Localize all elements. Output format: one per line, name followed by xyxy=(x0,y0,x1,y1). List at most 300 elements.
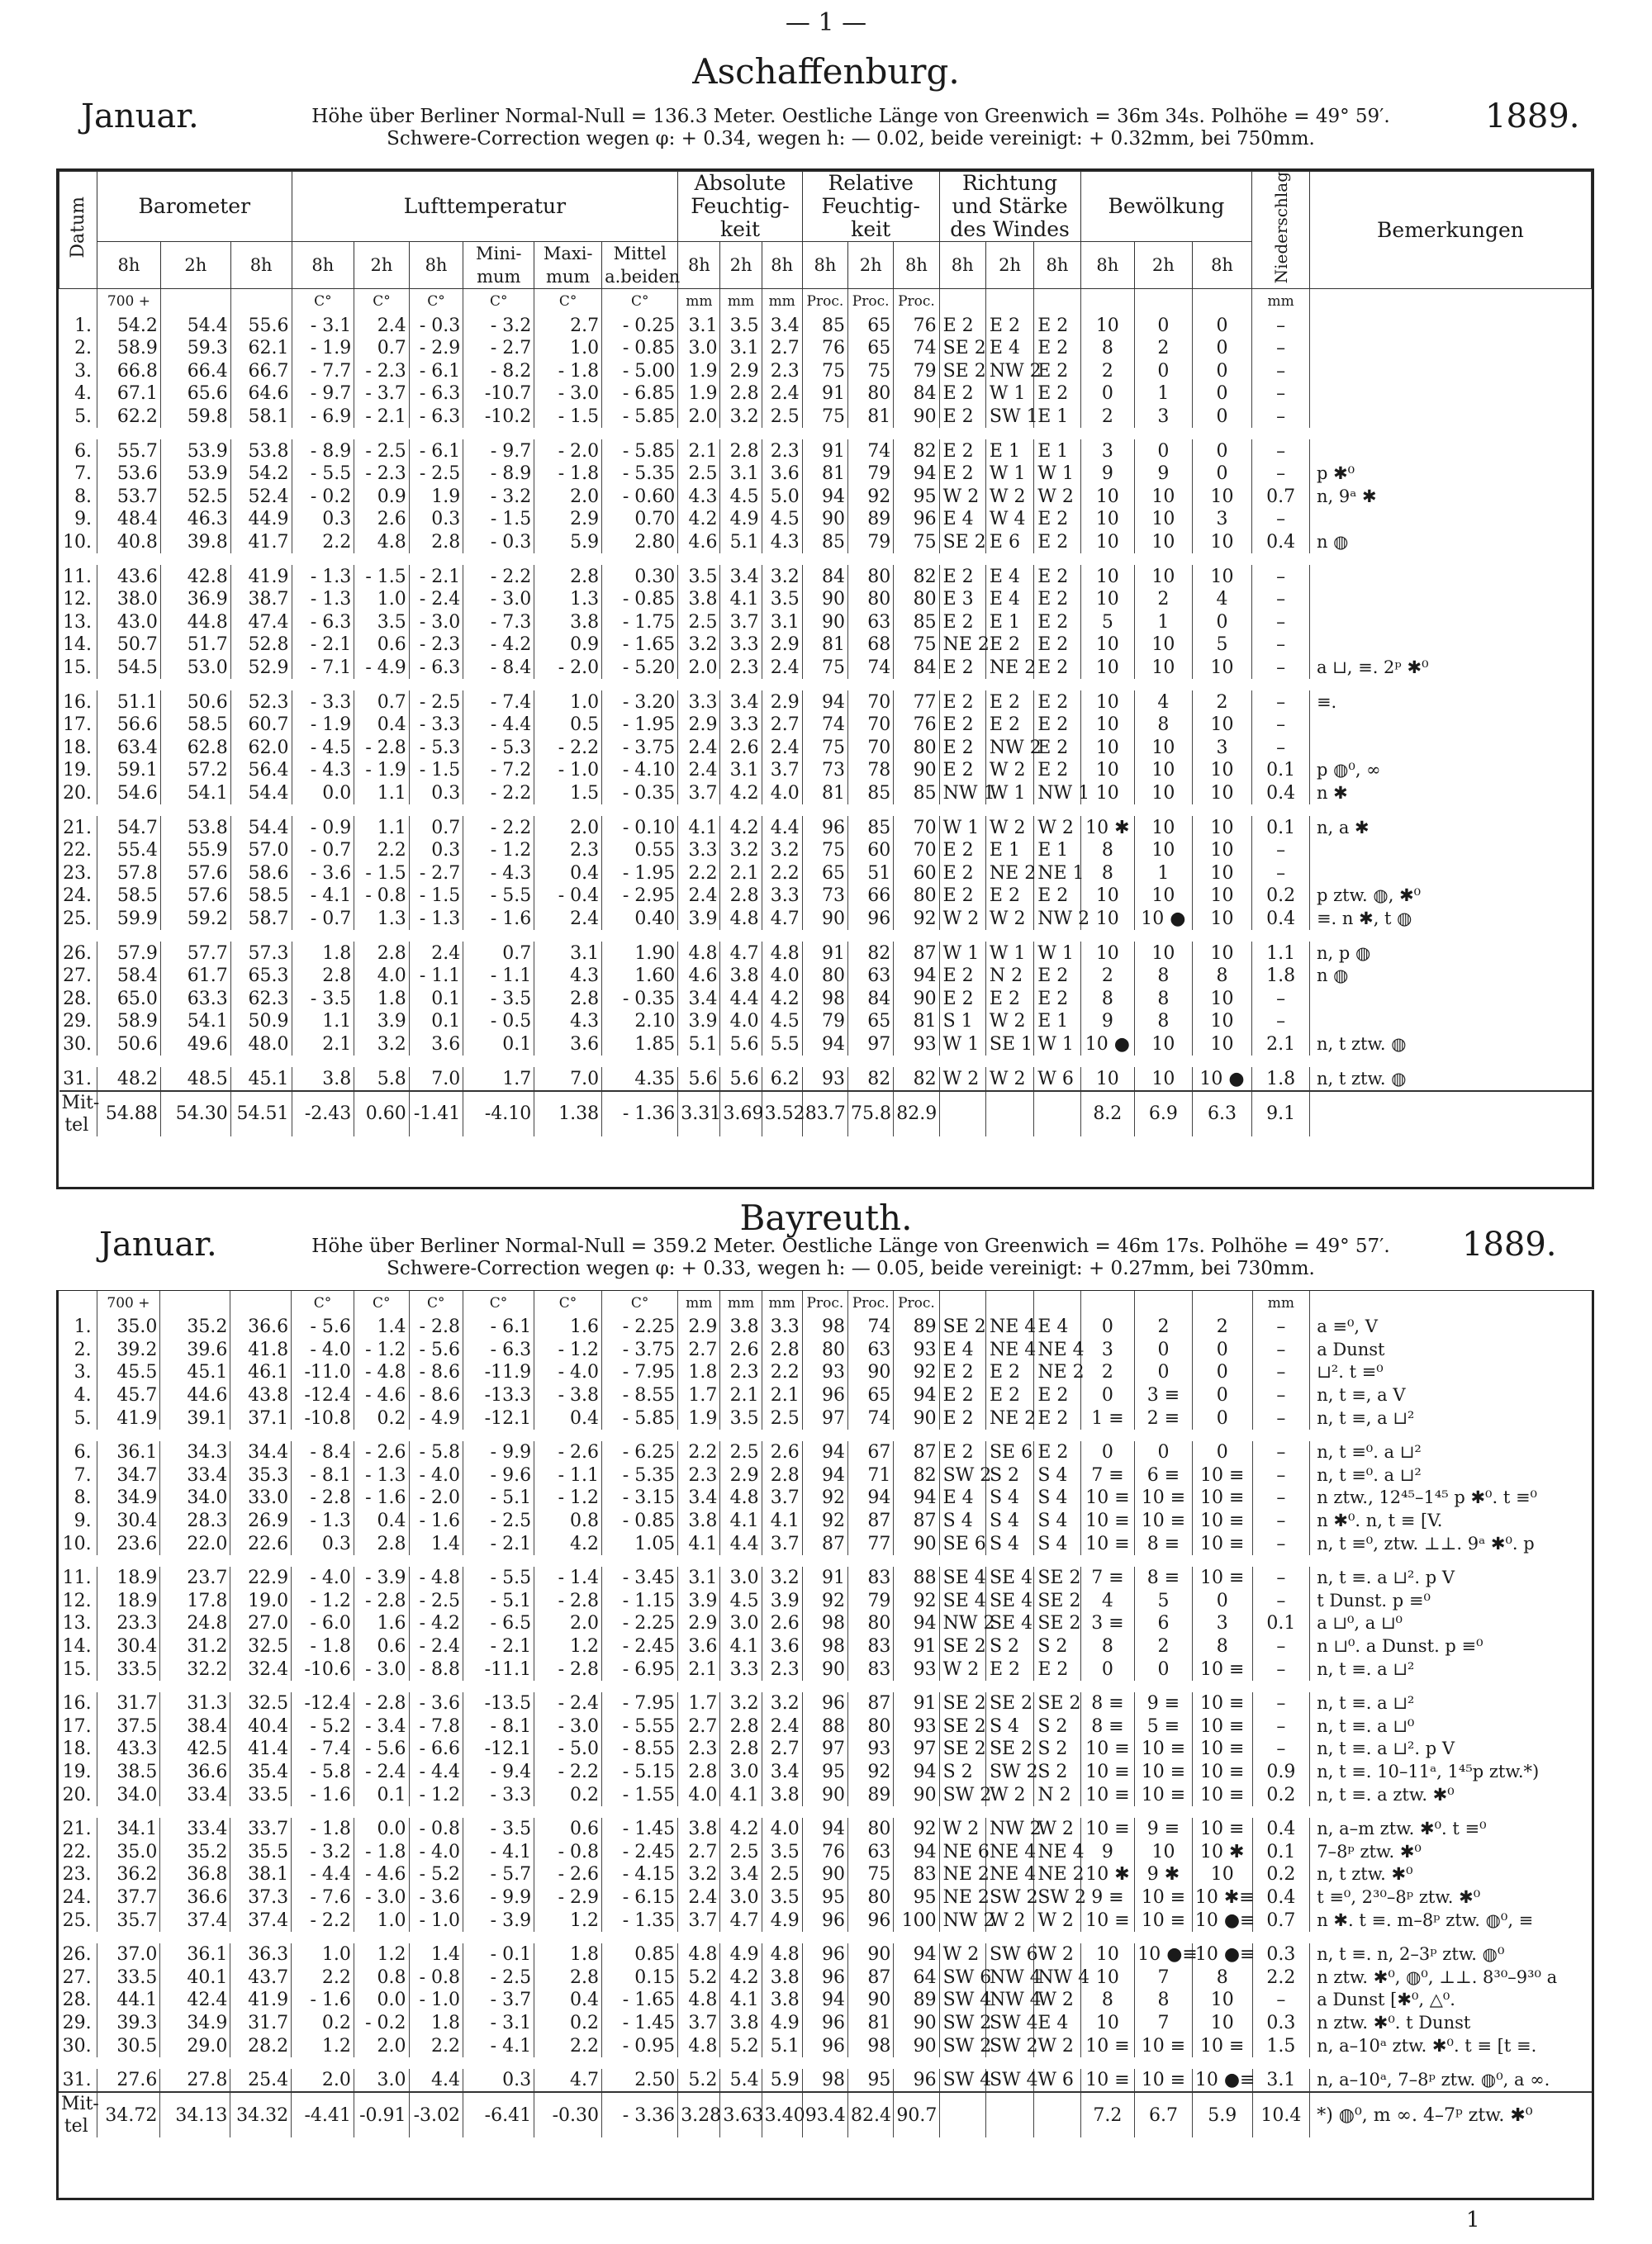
table-cell: - 4.4 xyxy=(292,1863,354,1886)
table-cell: 36.6 xyxy=(230,1316,292,1339)
table-cell: E 2 xyxy=(985,633,1033,657)
table-cell: 3.9 xyxy=(354,1010,410,1033)
table-row xyxy=(59,1761,1592,1784)
table-cell: – xyxy=(1252,1658,1310,1681)
table-cell: 4.1 xyxy=(720,1989,762,2012)
group-spacer-cell xyxy=(59,1681,1592,1692)
table-cell: NW 2 xyxy=(985,360,1033,383)
table-cell: - 4.8 xyxy=(409,1567,463,1590)
table-row xyxy=(59,2012,1592,2035)
table-cell: 1.9 xyxy=(678,382,720,406)
table-cell: - 1.45 xyxy=(602,1818,678,1841)
table-cell: - 8.9 xyxy=(292,439,354,463)
table-cell: 2.1 xyxy=(1252,1033,1310,1056)
table-cell: 87 xyxy=(802,1532,847,1555)
table-cell: 4.0 xyxy=(678,1783,720,1806)
table-cell: W 2 xyxy=(985,1067,1033,1091)
table-cell: 3.1 xyxy=(534,942,602,965)
table-cell: - 8.4 xyxy=(463,657,534,680)
table-cell: 79 xyxy=(848,463,894,486)
table-cell: - 2.3 xyxy=(354,463,410,486)
table-cell: 10 xyxy=(1135,737,1193,760)
table-cell: SE 2 xyxy=(939,1635,985,1658)
table-cell: 81 xyxy=(894,1010,939,1033)
mittel-cell: - 3.36 xyxy=(602,2092,678,2137)
table-cell: 9 xyxy=(1080,1840,1135,1863)
table-cell: - 2.1 xyxy=(292,633,354,657)
table-cell: E 2 xyxy=(1034,885,1080,908)
table-cell: - 7.3 xyxy=(463,611,534,634)
table-cell: - 9.7 xyxy=(463,439,534,463)
day-cell: 6. xyxy=(74,1442,92,1464)
table-cell: - 3.9 xyxy=(354,1567,409,1590)
table-cell: 74 xyxy=(802,714,847,737)
table-cell: 8 xyxy=(1135,965,1193,988)
table-cell: – xyxy=(1252,588,1310,611)
table-cell: SE 2 xyxy=(985,1692,1033,1715)
table-row xyxy=(59,1384,1592,1407)
table-cell: 3.8 xyxy=(762,1989,802,2012)
table-cell: - 1.2 xyxy=(409,1783,463,1806)
table-cell: -10.6 xyxy=(292,1658,354,1681)
table-cell: - 4.0 xyxy=(409,1840,463,1863)
remark-cell: n ◍ xyxy=(1309,531,1591,554)
table-cell: NE 4 xyxy=(985,1863,1033,1886)
mittel-cell xyxy=(1034,2092,1080,2137)
table-cell: 8 xyxy=(1192,965,1252,988)
table-cell: 10 ≡ xyxy=(1080,2034,1135,2057)
table-cell: 75 xyxy=(802,406,847,429)
table-cell: - 5.3 xyxy=(463,737,534,760)
table-cell: 2.5 xyxy=(762,1863,802,1886)
table-cell: 4.8 xyxy=(354,531,410,554)
table-cell: 35.5 xyxy=(230,1840,292,1863)
table-cell: 80 xyxy=(848,1612,894,1635)
table-row xyxy=(59,1010,1592,1033)
table-cell: - 1.4 xyxy=(534,1567,602,1590)
unit-cell xyxy=(1080,289,1135,315)
remark-cell xyxy=(1309,565,1591,588)
table-cell: 2 xyxy=(1135,1635,1193,1658)
table-row xyxy=(59,2034,1592,2057)
table-cell: 10 xyxy=(1192,885,1252,908)
table-cell: NW 2 xyxy=(985,737,1033,760)
meta-line-1: Höhe über Berliner Normal-Null = 136.3 Meter. Oestliche Länge von Greenwich = 36m 34s. Polhöhe = 49° 59′. xyxy=(311,106,1390,127)
station-meta xyxy=(273,106,1429,150)
unit-cell: C° xyxy=(463,1291,534,1316)
table-cell: - 7.4 xyxy=(463,690,534,714)
header-bewoelkung: Bewölkung xyxy=(1080,172,1252,242)
table-cell: 65 xyxy=(802,861,847,885)
table-cell: 1 xyxy=(1135,382,1193,406)
table-cell: W 2 xyxy=(1034,1943,1080,1966)
table-cell: S 2 xyxy=(1034,1715,1080,1739)
table-row xyxy=(59,1067,1592,1091)
table-cell: 2.1 xyxy=(720,861,762,885)
day-cell: 15. xyxy=(62,1658,92,1680)
table-cell: 10 ≡ xyxy=(1080,2069,1135,2093)
table-cell: 34.9 xyxy=(97,1487,160,1510)
table-cell: - 5.5 xyxy=(292,463,354,486)
table-cell: 92 xyxy=(894,1590,939,1613)
table-cell: 96 xyxy=(894,508,939,531)
table-cell: S 2 xyxy=(985,1464,1033,1487)
table-cell: 2.5 xyxy=(678,463,720,486)
table-cell: 2.3 xyxy=(762,1658,802,1681)
table-row xyxy=(59,406,1592,429)
table-cell: W 2 xyxy=(1034,1818,1080,1841)
table-cell: E 2 xyxy=(939,839,985,862)
table-cell: 90 xyxy=(894,1532,939,1555)
day-cell: 23. xyxy=(62,1864,92,1886)
table-cell: 10 xyxy=(1135,759,1193,782)
table-cell: 58.9 xyxy=(97,337,161,360)
remark-cell: p ztw. ◍, ✱⁰ xyxy=(1309,885,1591,908)
mittel-cell: 8.2 xyxy=(1080,1091,1135,1136)
table-cell: 2.4 xyxy=(409,942,463,965)
table-row xyxy=(59,1590,1592,1613)
table-cell: 91 xyxy=(802,1567,847,1590)
table-cell: S 1 xyxy=(939,1010,985,1033)
table-cell: 80 xyxy=(848,1886,894,1910)
mittel-cell: 54.30 xyxy=(160,1091,230,1136)
remark-cell xyxy=(1309,861,1591,885)
table-cell: 94 xyxy=(802,486,847,509)
table-cell: 4.3 xyxy=(678,486,720,509)
table-cell: 0.3 xyxy=(463,2069,534,2093)
table-cell: NE 2 xyxy=(985,1407,1033,1430)
header-8h: 8h xyxy=(762,242,802,289)
table-cell: 3.8 xyxy=(720,2012,762,2035)
header-2h: 2h xyxy=(720,242,762,289)
table-cell: - 1.5 xyxy=(463,508,534,531)
table-cell: 75 xyxy=(894,633,939,657)
table-row xyxy=(59,337,1592,360)
table-cell: E 2 xyxy=(985,314,1033,337)
table-cell: 7.0 xyxy=(409,1067,463,1091)
table-cell: 3.7 xyxy=(678,1909,720,1932)
mittel-cell: 3.63 xyxy=(720,2092,762,2137)
table-cell: - 1.9 xyxy=(354,759,410,782)
table-cell: 1.1 xyxy=(354,782,410,805)
unit-cell: C° xyxy=(534,1291,602,1316)
table-cell: W 2 xyxy=(985,759,1033,782)
table-cell: - 3.0 xyxy=(463,588,534,611)
table-cell: 35.0 xyxy=(97,1840,160,1863)
table-cell: 1.4 xyxy=(409,1532,463,1555)
table-cell: W 1 xyxy=(985,463,1033,486)
table-cell: 3.1 xyxy=(762,611,802,634)
mittel-cell: 9.1 xyxy=(1252,1091,1310,1136)
table-cell: 58.5 xyxy=(230,885,292,908)
table-cell: - 0.8 xyxy=(409,1966,463,1989)
table-cell: 4.2 xyxy=(678,508,720,531)
table-cell: 2.2 xyxy=(292,531,354,554)
table-cell: 9 ≡ xyxy=(1080,1886,1135,1910)
table-cell: W 1 xyxy=(985,942,1033,965)
remark-cell: a ≡⁰, V xyxy=(1310,1316,1592,1339)
table-cell: 3 xyxy=(1080,439,1135,463)
table-cell: - 2.45 xyxy=(602,1635,678,1658)
table-row xyxy=(59,861,1592,885)
table-cell: 98 xyxy=(802,1316,847,1339)
table-cell: 1.3 xyxy=(354,908,410,931)
table-cell: 79 xyxy=(848,1590,894,1613)
year-label: 1889. xyxy=(1485,97,1580,135)
table-cell: 0.4 xyxy=(1252,782,1310,805)
table-cell: 43.3 xyxy=(97,1738,160,1761)
table-cell: 3.8 xyxy=(762,1783,802,1806)
table-cell: - 4.3 xyxy=(463,861,534,885)
header-maximum: Maxi- mum xyxy=(534,242,602,289)
day-cell: 30. xyxy=(62,2035,92,2057)
footer-mark: 1 xyxy=(1466,2208,1480,2232)
table-cell: 29.0 xyxy=(160,2034,230,2057)
table-cell: 43.6 xyxy=(97,565,161,588)
table-cell: 2.6 xyxy=(762,1441,802,1464)
day-cell: 5. xyxy=(74,406,93,428)
table-cell: 3.4 xyxy=(678,1487,720,1510)
table-cell: – xyxy=(1252,714,1310,737)
day-cell: 28. xyxy=(62,1990,92,2011)
table-cell: 54.2 xyxy=(97,314,161,337)
table-cell: 45.1 xyxy=(230,1067,292,1091)
table-cell: 53.8 xyxy=(230,439,292,463)
table-cell: 10 ≡ xyxy=(1192,1658,1252,1681)
table-cell: 0.7 xyxy=(1252,1909,1310,1932)
table-cell: - 3.2 xyxy=(292,1840,354,1863)
table-cell: 44.9 xyxy=(230,508,292,531)
table-cell: - 2.1 xyxy=(463,1532,534,1555)
group-spacer xyxy=(59,804,1592,816)
table-cell: - 0.35 xyxy=(602,782,678,805)
table-cell: 2.8 xyxy=(292,965,354,988)
table-cell: 10 ≡ xyxy=(1192,1510,1252,1533)
table-cell: 2.6 xyxy=(762,1612,802,1635)
remark-cell xyxy=(1309,406,1591,429)
table-cell: 80 xyxy=(848,1715,894,1739)
table-cell: - 2.8 xyxy=(534,1590,602,1613)
unit-cell: mm xyxy=(720,289,762,315)
table-cell: 55.7 xyxy=(97,439,161,463)
table-cell: 60 xyxy=(848,839,894,862)
table-cell: 2.9 xyxy=(678,714,720,737)
remark-cell: t Dunst. p ≡⁰ xyxy=(1310,1590,1592,1613)
table-cell: 10 xyxy=(1192,908,1252,931)
day-cell: 3. xyxy=(74,360,93,382)
day-cell: 25. xyxy=(63,908,93,929)
table-cell: 4.7 xyxy=(720,942,762,965)
table-row xyxy=(59,565,1592,588)
table-cell: 41.7 xyxy=(230,531,292,554)
table-cell: - 1.95 xyxy=(602,861,678,885)
table-cell: 93 xyxy=(802,1067,847,1091)
unit-cell: Proc. xyxy=(848,1291,894,1316)
unit-cell: C° xyxy=(463,289,534,315)
table-cell: 37.7 xyxy=(97,1886,160,1910)
table-cell: 3.4 xyxy=(720,690,762,714)
table-cell: 79 xyxy=(894,360,939,383)
table-cell: 3.3 xyxy=(678,839,720,862)
table-cell: 4 xyxy=(1135,690,1193,714)
table-cell: 4.6 xyxy=(678,965,720,988)
table-cell: 35.2 xyxy=(160,1316,230,1339)
remark-cell xyxy=(1309,611,1591,634)
table-cell: 2.6 xyxy=(720,1339,762,1362)
table-row xyxy=(59,531,1592,554)
day-cell: 29. xyxy=(62,2012,92,2033)
table-row xyxy=(59,1863,1592,1886)
table-cell: 0.15 xyxy=(602,1966,678,1989)
table-cell: 0.3 xyxy=(1252,2012,1310,2035)
table-cell: 9 xyxy=(1080,463,1135,486)
table-cell: 93 xyxy=(848,1738,894,1761)
table-cell: 41.9 xyxy=(230,565,292,588)
table-cell: - 6.3 xyxy=(409,406,463,429)
table-cell: - 4.9 xyxy=(409,1407,463,1430)
table-cell: 35.7 xyxy=(97,1909,160,1932)
table-cell: - 1.8 xyxy=(292,1635,354,1658)
table-cell: 62.0 xyxy=(230,737,292,760)
remark-cell: a Dunst xyxy=(1310,1339,1592,1362)
table-cell: 18.9 xyxy=(97,1567,160,1590)
table-cell: 10 ≡ xyxy=(1135,1487,1193,1510)
mittel-cell xyxy=(939,2092,985,2137)
table-cell: 79 xyxy=(848,531,894,554)
table-cell: - 0.8 xyxy=(354,885,410,908)
table-cell: 2.4 xyxy=(762,657,802,680)
table-cell: 2.9 xyxy=(762,690,802,714)
table-cell: 41.9 xyxy=(230,1989,292,2012)
table-cell: 10 xyxy=(1192,1010,1252,1033)
table-cell: E 2 xyxy=(1034,382,1080,406)
table-cell: - 5.55 xyxy=(602,1715,678,1739)
table-cell: SW 2 xyxy=(1034,1886,1080,1910)
table-cell: 2.5 xyxy=(720,1441,762,1464)
table-cell: 2.8 xyxy=(354,942,410,965)
table-row xyxy=(59,1033,1592,1056)
table-cell: - 7.1 xyxy=(292,657,354,680)
table-cell: - 0.9 xyxy=(292,816,354,839)
day-cell: 2. xyxy=(74,1339,92,1360)
table-cell: - 1.5 xyxy=(409,885,463,908)
table-cell: 35.0 xyxy=(97,1316,160,1339)
table-cell: - 2.4 xyxy=(534,1692,602,1715)
table-cell: 4.8 xyxy=(678,942,720,965)
table-cell: 55.4 xyxy=(97,839,161,862)
table-cell: 33.4 xyxy=(160,1464,230,1487)
table-cell: E 2 xyxy=(1034,337,1080,360)
table-cell: 94 xyxy=(848,1487,894,1510)
table-cell: 3.2 xyxy=(762,839,802,862)
table-cell: - 6.25 xyxy=(602,1441,678,1464)
table-cell: 94 xyxy=(894,1840,939,1863)
table-cell: 2.8 xyxy=(534,987,602,1010)
table-cell: 3.3 xyxy=(720,633,762,657)
table-cell: 2.3 xyxy=(762,360,802,383)
table-cell: 44.1 xyxy=(97,1989,160,2012)
table-cell: 2.4 xyxy=(762,737,802,760)
table-cell: 2.8 xyxy=(762,1464,802,1487)
table-cell: E 4 xyxy=(939,508,985,531)
table-cell: 10 xyxy=(1080,657,1135,680)
table-cell: 42.4 xyxy=(160,1989,230,2012)
table-cell: - 5.3 xyxy=(409,737,463,760)
table-row xyxy=(59,1840,1592,1863)
table-cell: 4.3 xyxy=(762,531,802,554)
table-cell: 50.6 xyxy=(97,1033,161,1056)
table-cell: 0 xyxy=(1192,1361,1252,1384)
page-number: — 1 — xyxy=(785,8,867,37)
table-cell: 28.2 xyxy=(230,2034,292,2057)
table-cell: 96 xyxy=(848,1909,894,1932)
table-cell: 96 xyxy=(802,2034,847,2057)
table-cell: -12.1 xyxy=(463,1738,534,1761)
table-cell: 34.0 xyxy=(97,1783,160,1806)
table-cell: 37.1 xyxy=(230,1407,292,1430)
day-cell: 19. xyxy=(62,1761,92,1782)
table-cell: 3.6 xyxy=(534,1033,602,1056)
header-8h: 8h xyxy=(1192,242,1252,289)
table-cell: – xyxy=(1252,565,1310,588)
table-cell: SW 1 xyxy=(985,406,1033,429)
table-row xyxy=(59,1567,1592,1590)
remark-cell: ≡. xyxy=(1309,690,1591,714)
remark-cell: n, t ≡. a ⊔² xyxy=(1310,1692,1592,1715)
table-cell: 10 xyxy=(1080,759,1135,782)
table-cell: – xyxy=(1252,360,1310,383)
table-cell: 53.9 xyxy=(160,463,230,486)
table-cell: 4.7 xyxy=(720,1909,762,1932)
table-cell: 93 xyxy=(894,1339,939,1362)
remark-cell: n, a ✱ xyxy=(1309,816,1591,839)
table-cell: 0 xyxy=(1192,314,1252,337)
table-cell: - 1.3 xyxy=(292,565,354,588)
table-cell: 1.9 xyxy=(678,1407,720,1430)
table-cell: 85 xyxy=(894,611,939,634)
month-label: Januar. xyxy=(99,1226,217,1264)
mittel-cell: 10.4 xyxy=(1252,2092,1310,2137)
table-cell: 10 xyxy=(1080,714,1135,737)
table-cell: 4.1 xyxy=(678,816,720,839)
unit-cell xyxy=(1192,1291,1252,1316)
table-cell: 84 xyxy=(894,657,939,680)
mittel-cell xyxy=(939,1091,985,1136)
unit-cell: Proc. xyxy=(894,1291,939,1316)
table-cell: 3.3 xyxy=(762,1316,802,1339)
table-cell: 3.7 xyxy=(720,611,762,634)
table-cell: 92 xyxy=(894,908,939,931)
table-cell: 2.1 xyxy=(720,1384,762,1407)
table-cell: 1.3 xyxy=(534,588,602,611)
table-cell: 1.7 xyxy=(678,1692,720,1715)
table-cell: E 6 xyxy=(985,531,1033,554)
day-cell: 22. xyxy=(62,1841,92,1862)
table-cell: 80 xyxy=(848,588,894,611)
table-cell: E 2 xyxy=(939,657,985,680)
header-2h: 2h xyxy=(1135,242,1193,289)
table-cell: - 2.5 xyxy=(409,1590,463,1613)
table-cell: W 6 xyxy=(1034,1067,1080,1091)
day-cell: 27. xyxy=(62,1966,92,1988)
table-cell: 85 xyxy=(848,816,894,839)
table-cell: – xyxy=(1252,382,1310,406)
table-row xyxy=(59,908,1592,931)
table-cell: 3.6 xyxy=(762,463,802,486)
table-cell: E 2 xyxy=(939,314,985,337)
table-cell: 2 xyxy=(1135,1316,1193,1339)
table-cell: 3.1 xyxy=(720,463,762,486)
